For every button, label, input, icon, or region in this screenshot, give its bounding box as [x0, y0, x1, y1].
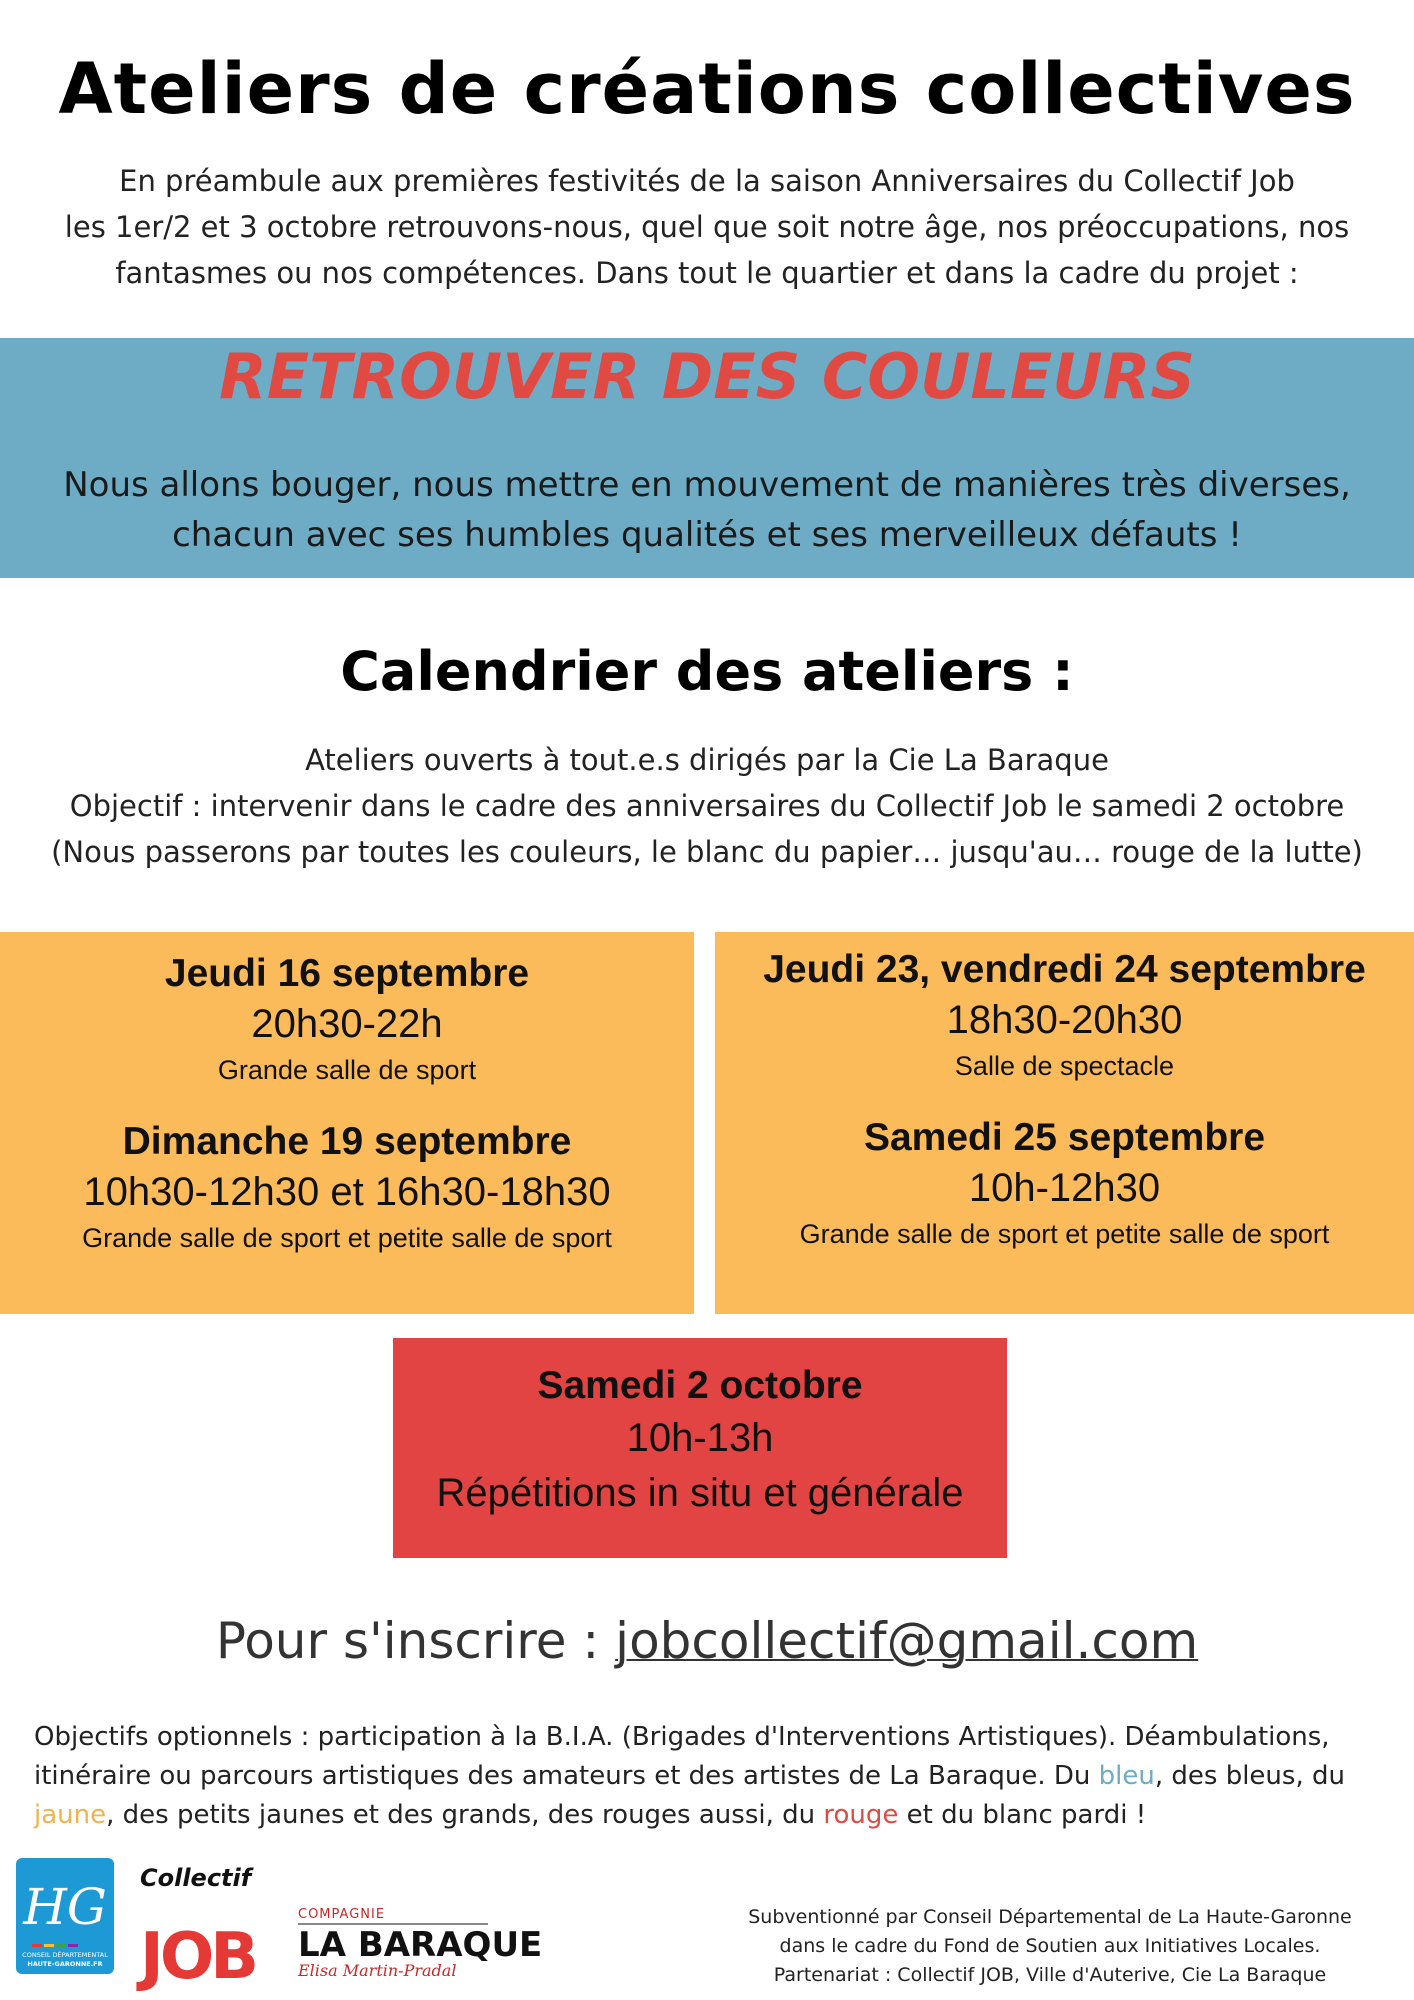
- band-line: chacun avec ses humbles qualités et ses merveilleux défauts !: [172, 515, 1242, 555]
- session-day: Samedi 25 septembre: [863, 1116, 1266, 1159]
- job-top-text: Collectif: [140, 1864, 252, 1892]
- baraque-logo-graphic: [296, 1904, 543, 1984]
- collectif-job-logo: [138, 1856, 255, 1994]
- session-day: Dimanche 19 septembre: [122, 1120, 572, 1163]
- intro-line: En préambule aux premières festivités de la saison Anniversaires du Collectif Job: [119, 164, 1295, 198]
- schedule-box-left: [0, 932, 694, 1314]
- credits-line: Partenariat : Collectif JOB, Ville d'Auterive, Cie La Baraque: [773, 1964, 1327, 1986]
- job-main-text: JOB: [140, 1920, 255, 1994]
- session-time: 10h-13h: [626, 1416, 774, 1460]
- text-run: itinéraire ou parcours artistiques des amateurs et des artistes de La Baraque. Du: [34, 1761, 1099, 1791]
- session-time: 10h30-12h30 et 16h30-18h30: [83, 1170, 611, 1214]
- session-time: 10h-12h30: [968, 1166, 1161, 1210]
- session-place: Grande salle de sport: [217, 1055, 477, 1085]
- schedule-box-right: [715, 932, 1414, 1314]
- intro-line: les 1er/2 et 3 octobre retrouvons-nous, quel que soit notre âge, nos préoccupations, nos: [64, 210, 1350, 244]
- session-day: Jeudi 16 septembre: [164, 952, 530, 995]
- calendar-line: Objectif : intervenir dans le cadre des anniversaires du Collectif Job le samedi 2 octobre: [69, 789, 1345, 823]
- text-run: , des bleus, du: [1154, 1761, 1345, 1791]
- session-place: Salle de spectacle: [954, 1051, 1175, 1081]
- session: [0, 1120, 694, 1254]
- final-session-box: [393, 1338, 1007, 1558]
- session-place: Grande salle de sport et petite salle de sport: [82, 1223, 612, 1253]
- intro-line: fantasmes ou nos compétences. Dans tout le quartier et dans la cadre du projet :: [115, 256, 1299, 290]
- session-place: Grande salle de sport et petite salle de sport: [799, 1219, 1330, 1249]
- session: [715, 948, 1414, 1082]
- credits-line: Subventionné par Conseil Départemental de La Haute-Garonne: [748, 1906, 1352, 1928]
- session-day: Samedi 2 octobre: [537, 1364, 863, 1407]
- hg-line2: HAUTE-GARONNE.FR: [27, 1960, 103, 1968]
- project-title: RETROUVER DES COULEURS: [218, 340, 1196, 413]
- hg-logo-graphic: [16, 1858, 114, 1974]
- optional-line: [34, 1757, 1384, 1796]
- session-day: Jeudi 23, vendredi 24 septembre: [763, 948, 1366, 991]
- calendar-line: (Nous passerons par toutes les couleurs, le blanc du papier… jusqu'au… rouge de la lutte): [51, 835, 1363, 869]
- calendar-title: Calendrier des ateliers :: [340, 640, 1074, 703]
- credits-line: dans le cadre du Fond de Soutien aux Initiatives Locales.: [779, 1935, 1321, 1957]
- word-blue: bleu: [1098, 1761, 1155, 1791]
- session-time: 18h30-20h30: [946, 998, 1183, 1042]
- session: [0, 952, 694, 1086]
- hg-mark: HG: [23, 1878, 107, 1936]
- la-baraque-logo: [296, 1904, 543, 1984]
- word-red: rouge: [823, 1800, 899, 1830]
- credits: [700, 1903, 1400, 1990]
- baraque-main-text: LA BARAQUE: [298, 1925, 543, 1965]
- baraque-signature: Elisa Martin-Pradal: [298, 1961, 457, 1980]
- session-subtitle: Répétitions in situ et générale: [436, 1471, 964, 1515]
- calendar-line: Ateliers ouverts à tout.e.s dirigés par la Cie La Baraque: [305, 743, 1109, 777]
- optional-line: [34, 1796, 1384, 1835]
- calendar-intro: [0, 737, 1414, 875]
- session-time: 20h30-22h: [251, 1002, 443, 1046]
- band-text: [0, 460, 1414, 560]
- optional-line: Objectifs optionnels : participation à la B.I.A. (Brigades d'Interventions Artistiques). Déambulations,: [34, 1722, 1330, 1752]
- page-title: Ateliers de créations collectives: [58, 48, 1356, 130]
- band-line: Nous allons bouger, nous mettre en mouvement de manières très diverses,: [63, 465, 1351, 505]
- baraque-small-text: COMPAGNIE: [298, 1907, 386, 1922]
- intro-text: [20, 158, 1394, 296]
- hg-line1: CONSEIL DÉPARTEMENTAL: [22, 1951, 108, 1959]
- job-logo-graphic: [138, 1856, 255, 1994]
- signup-line: [0, 1612, 1414, 1670]
- text-run: , des petits jaunes et des grands, des rouges aussi, du: [106, 1800, 824, 1830]
- optional-objectives: [34, 1718, 1384, 1835]
- text-run: et du blanc pardi !: [898, 1800, 1147, 1830]
- haute-garonne-logo: [16, 1858, 114, 1974]
- word-yellow: jaune: [34, 1800, 107, 1830]
- signup-email-link[interactable]: jobcollectif@gmail.com: [615, 1612, 1199, 1670]
- session: [715, 1116, 1414, 1250]
- signup-label: Pour s'inscrire :: [215, 1612, 616, 1670]
